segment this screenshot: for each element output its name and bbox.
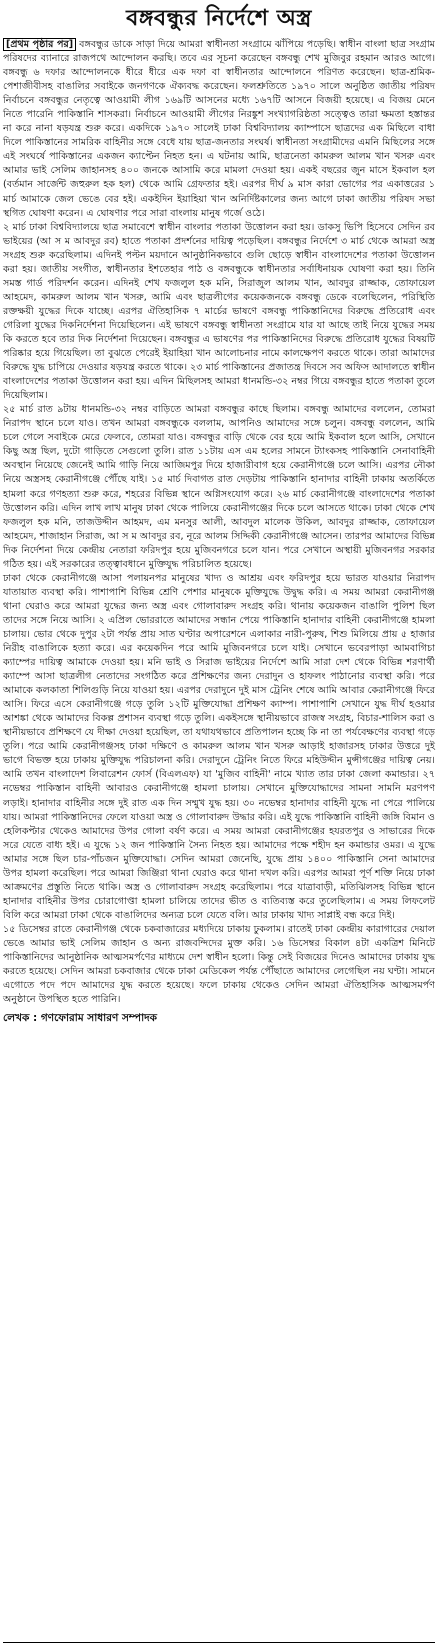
bottom-rule	[3, 1642, 435, 1643]
paragraph: ২৫ মার্চ রাত ৯টায় ধানমন্ডি-৩২ নম্বর বাড়িতে আমরা বঙ্গবন্ধুর কাছে ছিলাম। বঙ্গবন্ধু আমাদের বললেন, তোমরা নিরাপদ স্থানে চলে যাও। তখন আমরা বঙ্গবন্ধুকে বললাম, আপনিও আমাদের সঙ্গে চলুন। বঙ্গবন্ধু বললেন, আমি চলে গেলে সবাইকে মেরে ফেলবে, তোমরা যাও। বঙ্গবন্ধুর বাড়ি থেকে বের হয়ে আমি ইকবাল হলে আসি, সেখানে কিছু অস্ত্র ছিল, দুটো গাড়িতে সেগুলো তুলি। রাত ১১টায় এস এম হলের সামনে ট্যাংকসহ পাকিস্তানি সেনাবাহিনী অবস্থান নিয়েছে জেনেই আমি গাড়ি নিয়ে আজিমপুর দিয়ে হাজারীবাগ হয়ে কেরানীগঞ্জে চলে আসি। এরপর নৌকা নিয়ে অস্ত্রসহ কেরানীগঞ্জে পৌঁছে যাই। ১৫ মার্চ দিবাগত রাত দেড়টায় পাকিস্তানি হানাদার বাহিনী ঢাকায় অতর্কিতে হামলা করে গণহত্যা শুরু করে, শহরের বিভিন্ন স্থানে অগ্নিসংযোগ করে। ২৬ মার্চ কেরানীগঞ্জে বাংলাদেশের পতাকা উত্তোলন করি। এদিন লাখ লাখ মানুষ ঢাকা থেকে পালিয়ে কেরানীগঞ্জের দিকে চলে আসতে থাকে। ঢাকা থেকে শেখ ফজলুল হক মনি, তাজউদ্দীন আহমদ, এম মনসুর আলী, আবদুল মালেক উকিল, আবদুর রাজ্জাক, তোফায়েল আহমেদ, শাজাহান সিরাজ, আ স ম আবদুর রব, নূরে আলম সিদ্দিকী কেরানীগঞ্জে আসেন। তারপর আমাদের বিভিন্ন দিক নির্দেশনা দিয়ে কেন্দ্রীয় নেতারা ফরিদপুর হয়ে মুজিবনগরে চলে যান। পরে সেখানে অস্থায়ী মুজিবনগর সরকার গঠিত হয়। এই সরকারের তত্ত্বাবধানে মুক্তিযুদ্ধ পরিচালিত হয়েছে।	[3, 404, 435, 570]
paragraph	[3, 38, 435, 221]
article-body	[3, 38, 435, 1007]
continued-tag: [প্রথম পৃষ্ঠার পর]	[3, 38, 76, 51]
author-line: লেখক : গণফোরাম সাধারণ সম্পাদক	[3, 1012, 158, 1025]
paragraph: ঢাকা থেকে কেরানীগঞ্জে আসা পলায়নপর মানুষের খাদ্য ও আশ্রয় এবং ফরিদপুর হয়ে ভারত যাওয়ার নিরাপদ যাতায়াত ব্যবস্থা করি। পাশাপাশি বিভিন্ন শ্রেণি পেশার মানুষকে মুক্তিযুদ্ধে উদ্বুদ্ধ করি। এ সময় আমরা কেরানীগঞ্জ থানা ঘেরাও করে আমরা যুদ্ধের জন্য অস্ত্র এবং গোলাবারুদ সংগ্রহ করি। থানায় কয়েকজন বাঙালি পুলিশ ছিল তাদের সঙ্গে নিয়ে আসি। ২ এপ্রিল ভোররাতে আমাদের সন্ধান পেয়ে পাকিস্তানি হানাদার বাহিনী কেরানীগঞ্জে হামলা চালায়। ভোর থেকে দুপুর ২টা পর্যন্ত প্রায় সাত ঘণ্টার অপারেশনে এলাকার নারী-পুরুষ, শিশু মিলিয়ে প্রায় ৫ হাজার নিরীহ বাঙালিকে হত্যা করে। এর কয়েকদিন পরে আমি মুজিবনগরে চলে যাই। সেখানে ভবেরপাড়া আমবাগিচা ক্যাম্পের দায়িত্ব আমাকে দেওয়া হয়। মনি ভাই ও সিরাজ ভাইয়ের নির্দেশে আমি সারা দেশ থেকে বিভিন্ন শরণার্থী ক্যাম্পে আসা ছাত্রলীগ নেতাদের সংগঠিত করে প্রশিক্ষণের জন্য দেরাদুন ও হাফলং পাঠানোর ব্যবস্থা করি। পরে আমাকে কলকাতা শিলিগুড়ি নিয়ে যাওয়া হয়। এরপর দেরাদুনে দুই মাস ট্রেনিং শেষে আমি আবার কেরানীগঞ্জে ফিরে আসি। ফিরে এসে কেরানীগঞ্জে গড়ে তুলি ১২টি মুক্তিযোদ্ধা প্রশিক্ষণ ক্যাম্প। পাশাপাশি সেখানে যুদ্ধ দীর্ঘ হওয়ার আশঙ্কা থেকে আমাদের বিকল্প প্রশাসন ব্যবস্থা গড়ে তুলি। একইসঙ্গে স্থানীয়ভাবে রাজস্ব সংগ্রহ, বিচার-শালিস করা ও স্থানীয়ভাবে প্রশিক্ষণে যে দীক্ষা দেওয়া হয়েছিল, তা যথাযথভাবে প্রতিপালন হচ্ছে কি না তা পর্যবেক্ষণের ব্যবস্থা গড়ে তুলি। পরে আমি কেরানীগঞ্জসহ ঢাকা দক্ষিণে ও কামরুল আলম খান খসরু আড়াই হাজারসহ ঢাকার উত্তরে দুই ভাগে বিভক্ত হয়ে ঢাকায় মুক্তিযুদ্ধ পরিচালনা করি। দেরাদুনে ট্রেনিং নিতে ফিরে মহিউদ্দীন মুন্সীগঞ্জের দায়িত্ব নেয়। আমি তখন বাংলাদেশ লিবারেশন ফোর্স (বিএলএফ) যা 'মুজিব বাহিনী' নামে খ্যাত তার ঢাকা জেলা কমান্ডার। ২৭ নভেম্বর পাকিস্তান বাহিনী আবারও কেরানীগঞ্জে হামলা চালায়। সেখানে মুক্তিযোদ্ধাদের সামনা সামনি মরণপণ লড়াই। হানাদার বাহিনীর সঙ্গে দুই রাত এক দিন সম্মুখ যুদ্ধ হয়। ৩০ নভেম্বর হানাদার বাহিনী যুদ্ধে না পেরে পালিয়ে যায়। আমরা পাকিস্তানিদের ফেলে যাওয়া অস্ত্র ও গোলাবারুদ উদ্ধার করি। এই যুদ্ধে পাকিস্তানি বাহিনী জঙ্গি বিমান ও হেলিকপ্টার থেকেও আমাদের উপর গোলা বর্ষণ করে। এ সময় আমরা কেরানীগঞ্জের হযরতপুর ও সাভারের দিকে সরে যেতে বাধ্য হই। এ যুদ্ধে ১২ জন পাকিস্তানি সৈন্য নিহত হয়। আমাদের পক্ষে শহীদ হন কমান্ডার ওমর। এ যুদ্ধে আমার সঙ্গে ছিল চার-পাঁচজন মুক্তিযোদ্ধা। সেদিন আমরা জেনেছি, যুদ্ধে প্রায় ১৪০০ পাকিস্তানি সেনা আমাদের উপর হামলা করেছিল। পরে আমরা জিঞ্জিরা থানা ঘেরাও করে থানা দখল করি। এরপর আমরা পূর্ণ শক্তি নিয়ে ঢাকা আক্রমণের প্রস্তুতি নিতে থাকি। অস্ত্র ও গোলাবারুদ সংগ্রহ করেছিলাম। পরে যাত্রাবাড়ী, মতিঝিলসহ বিভিন্ন স্থানে হানাদার বাহিনীর উপর চোরাগোপ্তা হামলা চালিয়ে তাদের ভীত ও ব্যতিব্যস্ত করে তুলেছিলাম। এ সময় লিফলেট বিলি করে আমরা ঢাকা থেকে বাঙালিদের অন্যত্র চলে যেতে বলি। আর ঢাকায় খাদ্য সাপ্লাই বন্ধ করে দিই।	[3, 572, 435, 921]
paragraph: ১৫ ডিসেম্বর রাতে কেরানীগঞ্জ থেকে চকবাজারের মধ্যদিয়ে ঢাকায় ঢুকলাম। রাতেই ঢাকা কেন্দ্রীয় কারাগারের দেয়াল ভেঙে আমার ভাই সেলিম জাহান ও অন্য রাজবন্দিদের মুক্ত করি। ১৬ ডিসেম্বর বিকাল ৪টা একত্রিশ মিনিটে পাকিস্তানিদের আনুষ্ঠানিক আত্মসমর্পণের মাধ্যমে দেশ স্বাধীন হলো। কিন্তু সেই বিজয়ের দিনেও আমাদের ঢাকায় যুদ্ধ করতে হয়েছে। সেদিন আমরা চকবাজার থেকে ঢাকা মেডিকেল পর্যন্ত পৌঁছাতে আমাদের লেগেছিল নয় ঘণ্টা। সামনে এগোতে পদে পদে আমাদের যুদ্ধ করতে হয়েছে। ফলে ঢাকায় থেকেও সেদিন আমরা ঐতিহাসিক আত্মসমর্পণ অনুষ্ঠানে উপস্থিত হতে পারিনি।	[3, 923, 435, 1006]
paragraph: ২ মার্চ ঢাকা বিশ্ববিদ্যালয়ে ছাত্র সমাবেশে স্বাধীন বাংলার পতাকা উত্তোলন করা হয়। ডাকসু ভিপি হিসেবে সেদিন রব ভাইয়ের (আ স ম আবদুর রব) হাতে পতাকা প্রদর্শনের দায়িত্ব পড়েছিল। বঙ্গবন্ধুর নির্দেশে ৩ মার্চ থেকে আমরা অস্ত্র সংগ্রহ শুরু করেছিলাম। এদিনই পল্টন ময়দানে আনুষ্ঠানিকভাবে গুলি ছোড়ে স্বাধীন বাংলাদেশের পতাকা উত্তোলন করা হয়। জাতীয় সংগীত, স্বাধীনতার ইশতেহার পাঠ ও বঙ্গবন্ধুকে স্বাধীনতার সর্বাধিনায়ক ঘোষণা করা হয়। তিনি সমস্ত গার্ড পরিদর্শন করেন। এদিনই শেখ ফজলুল হক মনি, সিরাজুল আলম খান, আবদুর রাজ্জাক, তোফায়েল আহমেদ, কামরুল আলম খান খসরু, আমি এবং ছাত্রলীগের কয়েকজনকে বঙ্গবন্ধু ডেকে বলেছিলেন, পরিস্থিতি রক্তক্ষয়ী যুদ্ধের দিকে যাচ্ছে। এরপর ঐতিহাসিক ৭ মার্চের ভাষণে বঙ্গবন্ধু পাকিস্তানিদের বিরুদ্ধে প্রতিরোধ এবং গেরিলা যুদ্ধের দিকনির্দেশনা দিয়েছিলেন। এই ভাষণে বঙ্গবন্ধু স্বাধীনতা সংগ্রামে যার যা আছে তাই নিয়ে যুদ্ধের সময় কি করতে হবে তার দিক নির্দেশনা দিয়েছেন। বঙ্গবন্ধুর এ ভাষণের পর পাকিস্তানিদের বিরুদ্ধে প্রতিরোধ যুদ্ধের বিষয়টি পরিষ্কার হয়ে গিয়েছিল। তা বুঝতে পেরেই ইয়াহিয়া খান আলোচনার নামে কালক্ষেপণ করতে থাকে। তারা আমাদের বিরুদ্ধে যুদ্ধ চাপিয়ে দেওয়ার ষড়যন্ত্র করতে থাকে। ২৩ মার্চ পাকিস্তানের প্রজাতন্ত্র দিবসে সব অফিস আদালতে স্বাধীন বাংলাদেশের পতাকা উত্তোলন করা হয়। এদিন মিছিলসহ আমরা ধানমন্ডি-৩২ নম্বর গিয়ে বঙ্গবন্ধুর হাতে পতাকা তুলে দিয়েছিলাম।	[3, 221, 435, 402]
paragraph-text: বঙ্গবন্ধুর ডাকে সাড়া দিয়ে আমরা স্বাধীনতা সংগ্রামে ঝাঁপিয়ে পড়েছি। স্বাধীন বাংলা ছাত্র সংগ্রাম পরিষদের ব্যানারে রাজপথে আন্দোলন করছি। তবে এর সূচনা করেছেন বঙ্গবন্ধু শেখ মুজিবুর রহমান আরও আগে। বঙ্গবন্ধু ৬ দফার আন্দোলনকে ধীরে ধীরে এক দফা বা স্বাধীনতার আন্দোলনে পরিণত করেছেন। ছাত্র-শ্রমিক-পেশাজীবীসহ বাঙালির সবাইকে জনগণকে ঐক্যবদ্ধ করেছেন। ফলশ্রুতিতে ১৯৭০ সালে অনুষ্ঠিত জাতীয় পরিষদ নির্বাচনে বঙ্গবন্ধুর নেতৃত্বে আওয়ামী লীগ ১৬৯টি আসনের মধ্যে ১৬৭টি আসনে বিজয়ী হয়েছে। এ বিজয় মেনে নিতে পারেনি পাকিস্তানি শাসকরা। নির্বাচনে আওয়ামী লীগের নিরঙ্কুশ সংখ্যাগরিষ্ঠতা সত্ত্বেও তারা ক্ষমতা হস্তান্তর না করে নানা ষড়যন্ত্র শুরু করে। একদিকে ১৯৭০ সালেই ঢাকা বিশ্ববিদ্যালয় ক্যাম্পাসে ছাত্রদের এক মিছিলে বাধা দিলে পাকিস্তানের সামরিক বাহিনীর সঙ্গে বেধে যায় ছাত্র-জনতার সংঘর্ষ। স্বাধীনতা সংগ্রামীদের এমনি মিছিলের সঙ্গে এই সংঘর্ষে পাকিস্তানের একজন ক্যাপ্টেন নিহত হন। এ ঘটনায় আমি, ছাত্রনেতা কামরুল আলম খান খসরু এবং আমার ভাই সেলিম জাহানসহ ৪০০ জনকে আসামি করে মামলা দেওয়া হয়। একই বছরের জুন মাসে ইকবাল হল (বর্তমান সার্জেন্ট জহুরুল হক হল) থেকে আমি গ্রেফতার হই। এরপর দীর্ঘ ৯ মাস কারা ভোগের পর একাত্তরের ১ মার্চ আমাকে জেল ভেঙে বের হই। একইদিন ইয়াহিয়া খান অনির্দিষ্টকালের জন্য আগে ঢাকা জাতীয় পরিষদ সভা স্থগিত ঘোষণা করেন। এ ঘোষণার পরে সারা বাংলায় মানুষ গর্জে ওঠে।	[3, 39, 436, 219]
headline: বঙ্গবন্ধুর নির্দেশে অস্ত্র	[126, 5, 312, 31]
